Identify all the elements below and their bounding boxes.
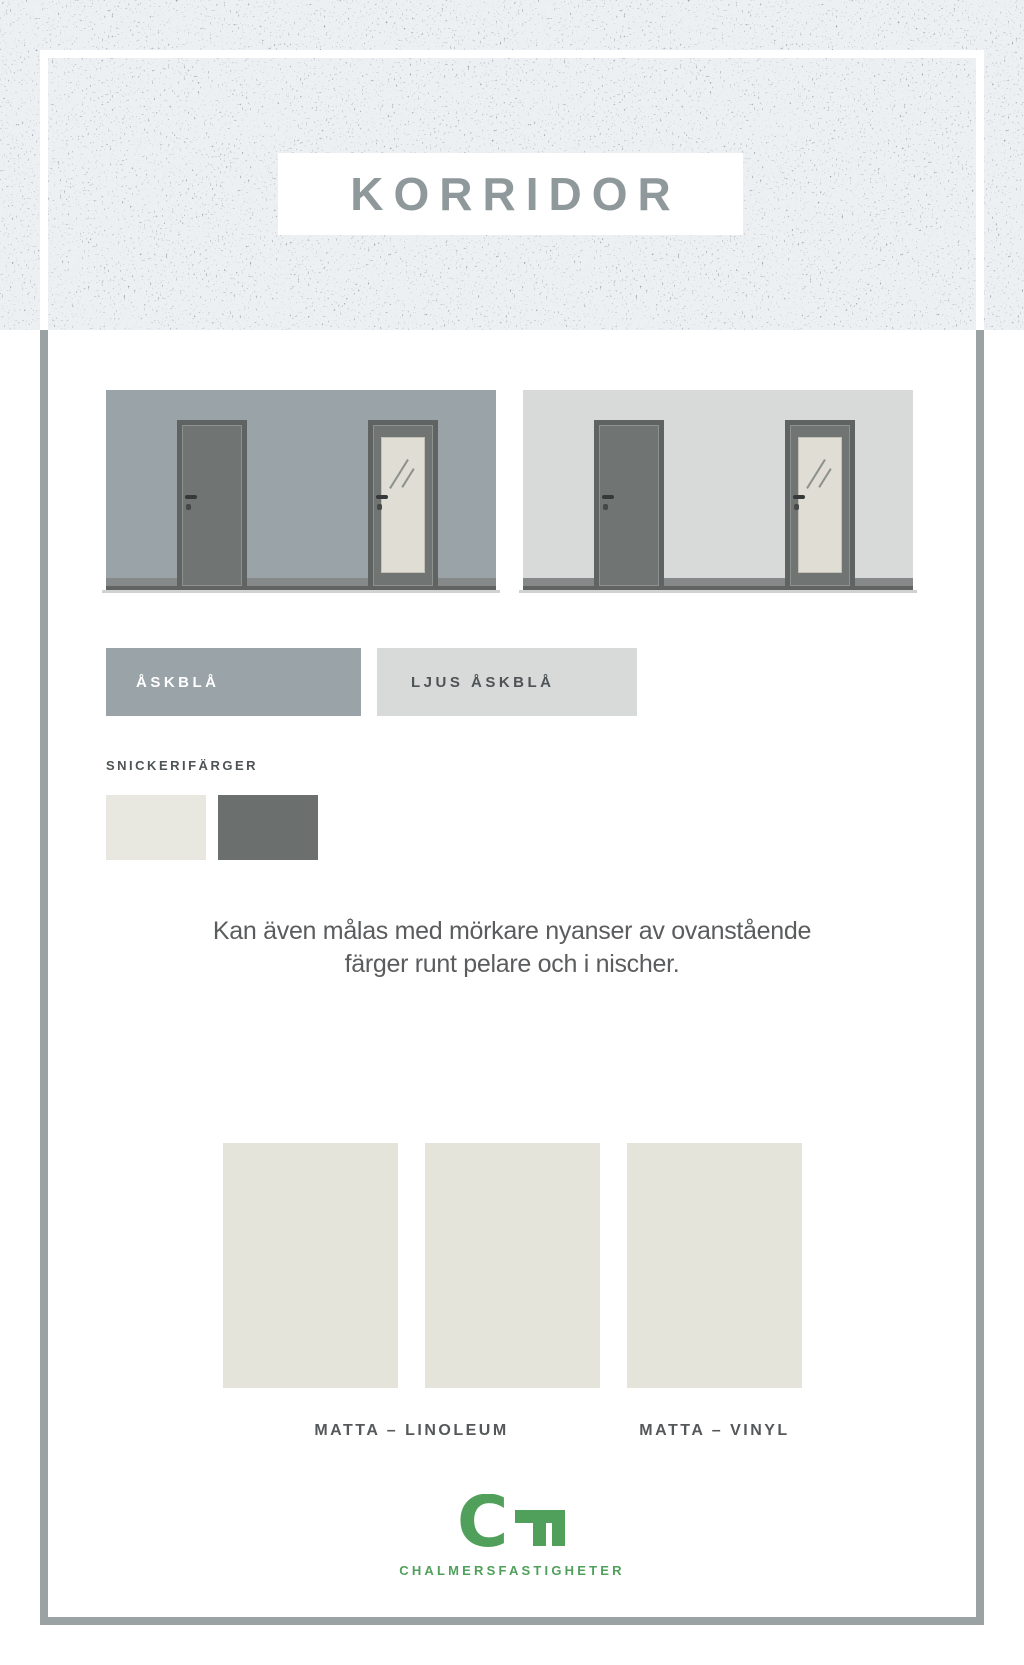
door-glass-panel <box>381 437 425 573</box>
title-plate <box>278 153 743 235</box>
company-name: CHALMERSFASTIGHETER <box>399 1563 625 1578</box>
door-handle <box>185 495 197 499</box>
matta-vinyl-label: MATTA – VINYL <box>639 1422 790 1439</box>
paint-swatch-ljus-askbla <box>377 648 637 716</box>
matta-linoleum-swatch-2 <box>425 1143 600 1388</box>
glazed-door-graphic <box>785 420 855 588</box>
door-handle <box>602 495 614 499</box>
snickeri-swatch-dark <box>218 795 318 860</box>
door-handle <box>793 495 805 499</box>
door-keyhole <box>603 504 608 510</box>
door-leaf <box>599 425 659 586</box>
paint-swatch-askbla <box>106 648 361 716</box>
door-keyhole <box>186 504 191 510</box>
matta-vinyl-swatch <box>627 1143 802 1388</box>
glass-glint-line <box>806 459 826 489</box>
page-title: KORRIDOR <box>350 168 681 220</box>
note-paragraph <box>0 915 1024 981</box>
chalmersfastigheter-logo-icon <box>457 1494 567 1550</box>
door-handle <box>376 495 388 499</box>
paint-swatch-askbla-label: ÅSKBLÅ <box>136 673 220 691</box>
door-glass-panel <box>798 437 842 573</box>
snickeri-swatch-light <box>106 795 206 860</box>
note-line-2: färger runt pelare och i nischer. <box>344 950 680 978</box>
snickerifarger-heading: SNICKERIFÄRGER <box>106 758 259 773</box>
door-keyhole <box>794 504 799 510</box>
solid-door-graphic <box>594 420 664 588</box>
paint-swatch-ljus-askbla-label: LJUS ÅSKBLÅ <box>411 673 555 691</box>
solid-door-graphic <box>177 420 247 588</box>
glass-glint-line <box>818 468 831 488</box>
glass-glint-line <box>401 468 414 488</box>
matta-linoleum-label: MATTA – LINOLEUM <box>314 1422 509 1439</box>
glass-glint-line <box>389 459 409 489</box>
svg-text:C: C <box>457 1494 509 1550</box>
corridor-wall-askbla-illustration <box>106 390 496 590</box>
corridor-wall-ljus-askbla-illustration <box>523 390 913 590</box>
glazed-door-graphic <box>368 420 438 588</box>
note-line-1: Kan även målas med mörkare nyanser av ovanstående <box>212 917 812 945</box>
door-leaf <box>182 425 242 586</box>
matta-linoleum-swatch-1 <box>223 1143 398 1388</box>
door-keyhole <box>377 504 382 510</box>
